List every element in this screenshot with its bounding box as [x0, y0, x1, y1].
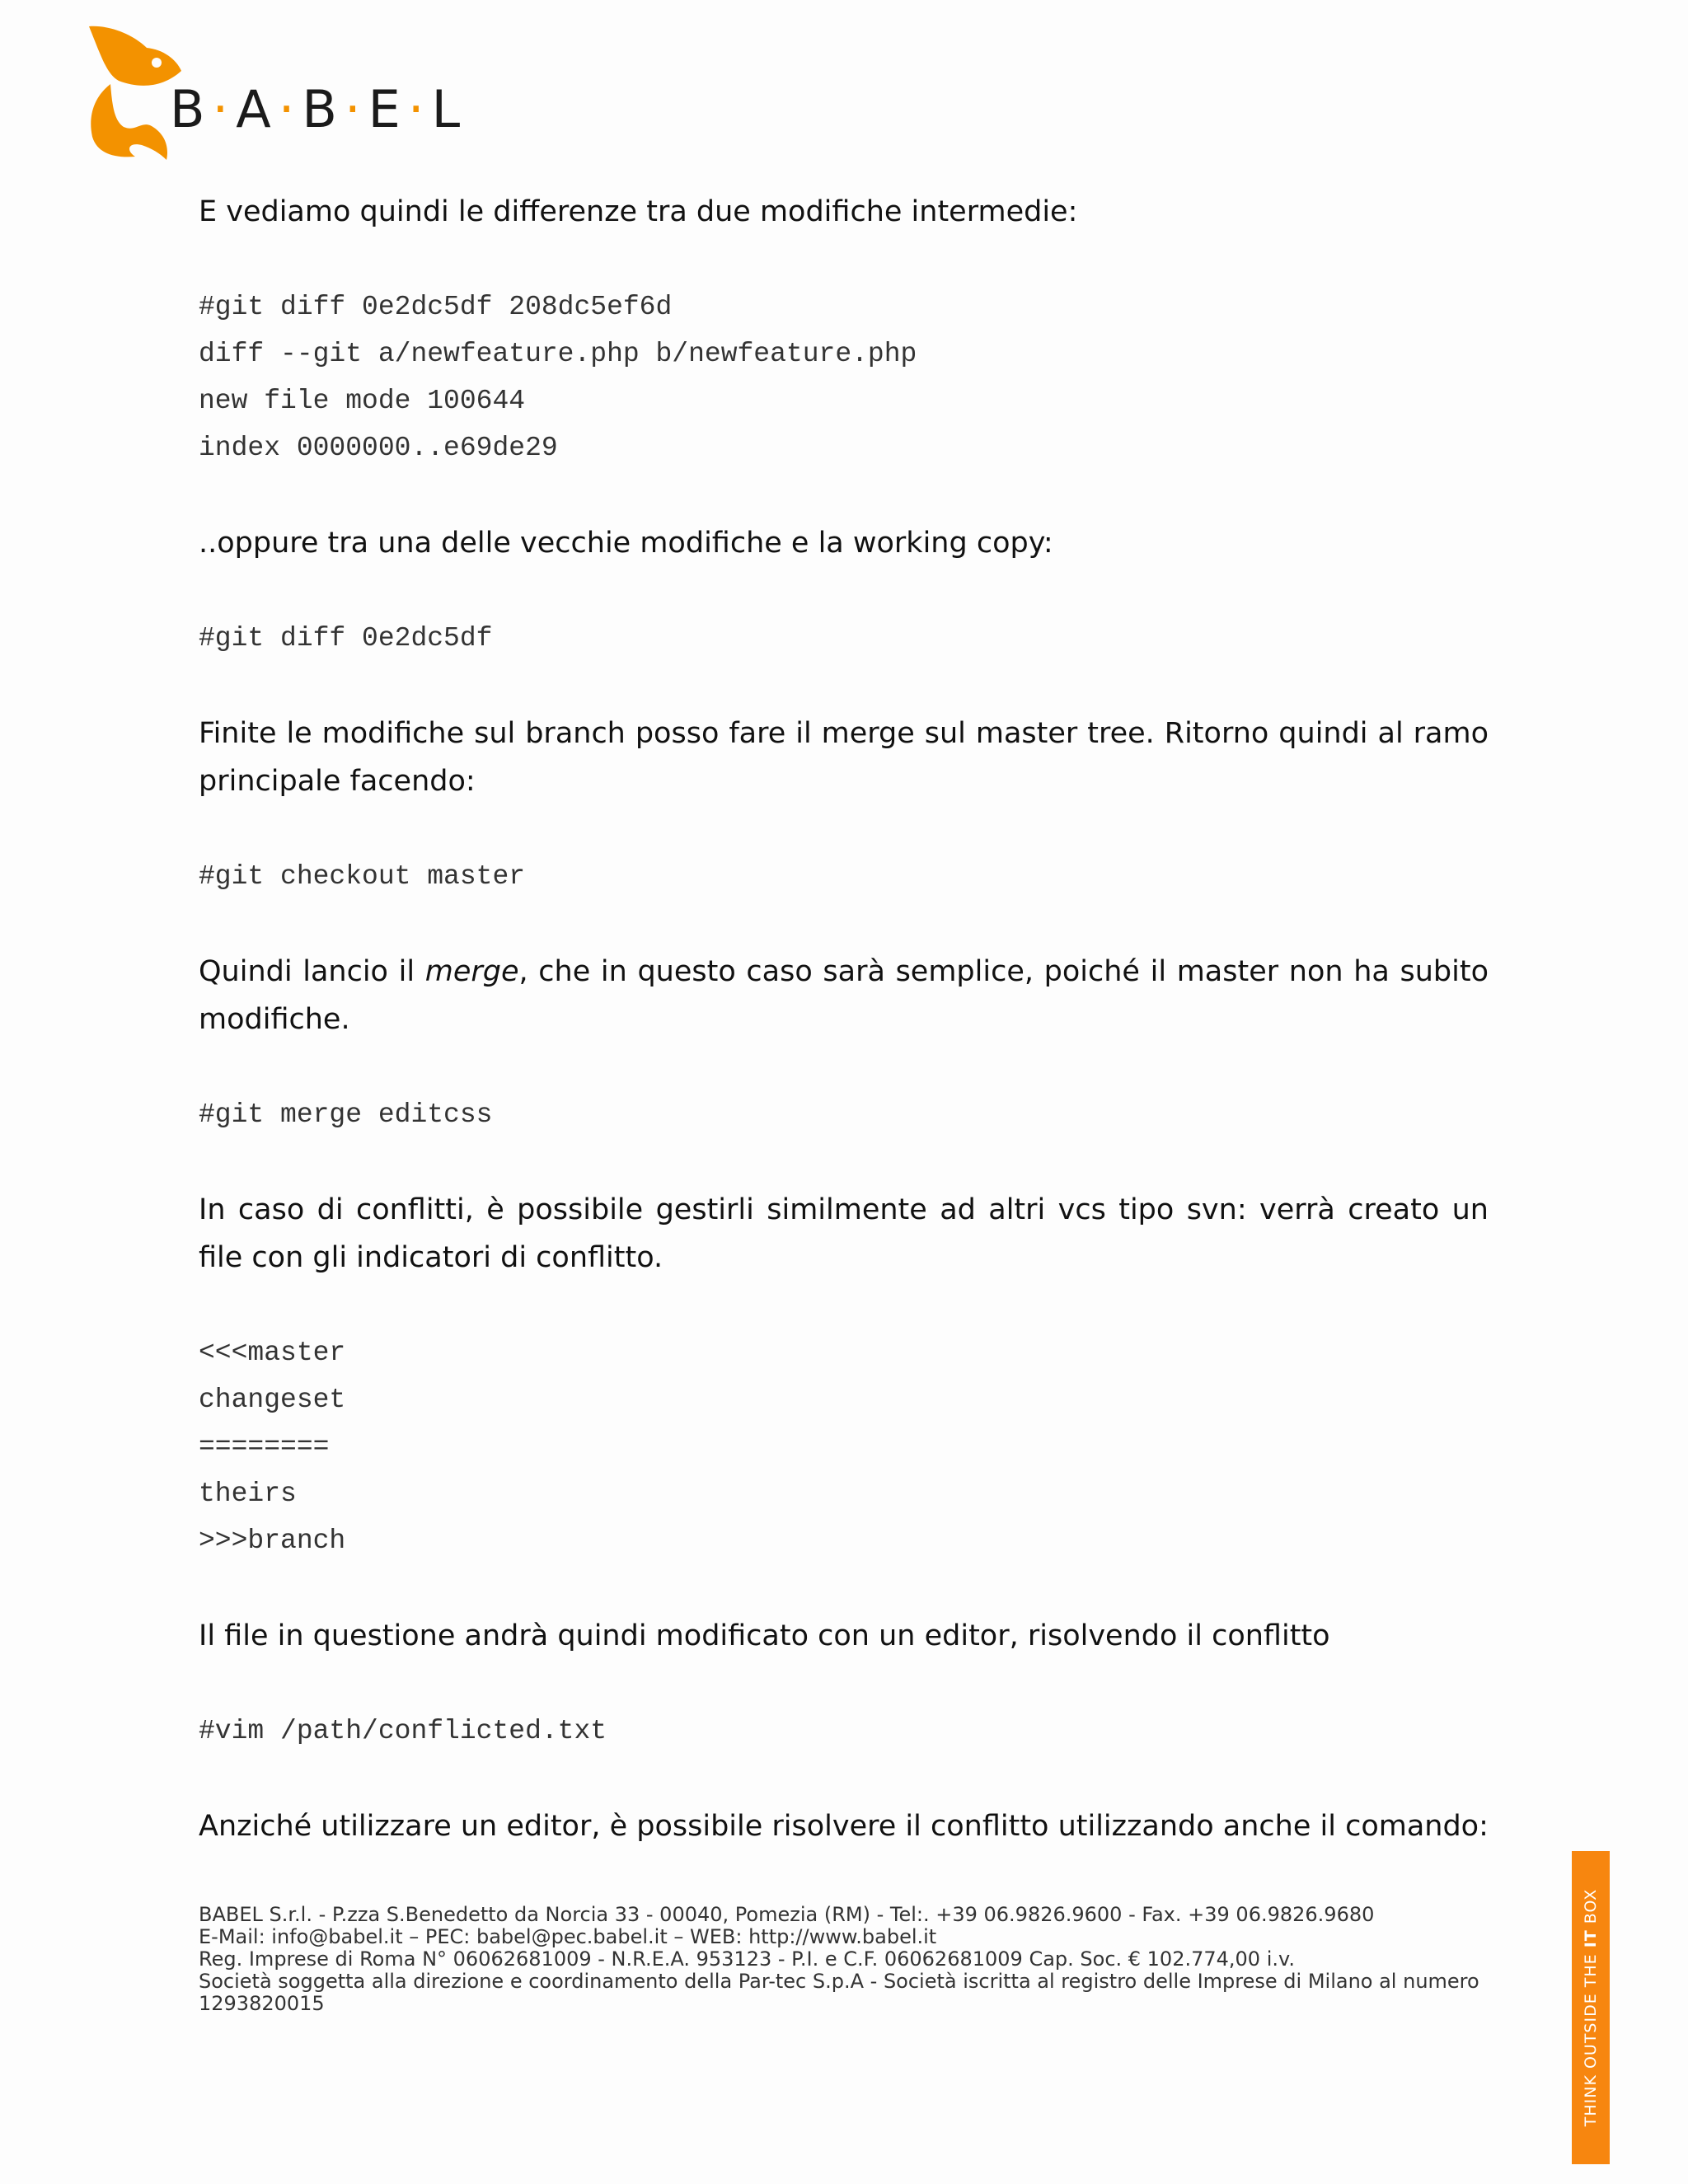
code-line: #git diff 0e2dc5df 208dc5ef6d: [199, 292, 673, 322]
code-line: #git merge editcss: [199, 1099, 493, 1130]
code-block-vim: [199, 1708, 1489, 1755]
code-block-diff-single: [199, 615, 1489, 662]
text-run: , che in questo caso sarà semplice, poiché il master non ha subito modifiche.: [199, 955, 1489, 1036]
brand-wordmark: B·A·B·E·L: [170, 79, 463, 139]
slogan-text: THINK OUTSIDE THE IT BOX: [1582, 1888, 1600, 2127]
document-body: [199, 188, 1489, 1898]
company-footer: [199, 1904, 1484, 2015]
code-line: <<<master: [199, 1338, 346, 1368]
footer-company-note: Società soggetta alla direzione e coordinamento della Par-tec S.p.A - Società iscritta al registro delle Imprese di Milano al numero 1293820015: [199, 1970, 1479, 2015]
paragraph-merge: [199, 948, 1489, 1043]
code-line: #git diff 0e2dc5df: [199, 623, 493, 654]
paragraph-merge-intro: Finite le modifiche sul branch posso fare il merge sul master tree. Ritorno quindi al ramo principale facendo:: [199, 717, 1489, 798]
code-line: ========: [199, 1432, 330, 1462]
footer-registration: Reg. Imprese di Roma N° 06062681009 - N.R.E.A. 953123 - P.I. e C.F. 06062681009 Cap. Soc. € 102.774,00 i.v.: [199, 1947, 1295, 1971]
fish-logo-icon: [71, 21, 186, 162]
paragraph-intro: E vediamo quindi le differenze tra due modifiche intermedie:: [199, 195, 1078, 228]
code-block-checkout: [199, 853, 1489, 900]
code-line: changeset: [199, 1385, 346, 1415]
footer-contacts: E-Mail: info@babel.it – PEC: babel@pec.babel.it – WEB: http://www.babel.it: [199, 1925, 937, 1948]
code-block-merge: [199, 1091, 1489, 1138]
footer-address: BABEL S.r.l. - P.zza S.Benedetto da Norcia 33 - 00040, Pomezia (RM) - Tel:. +39 06.9826.9600 - Fax. +39 06.9826.9680: [199, 1903, 1375, 1926]
code-line: new file mode 100644: [199, 386, 526, 416]
code-line: theirs: [199, 1479, 297, 1509]
slogan-tag: [1572, 1851, 1610, 2164]
paragraph-editor: Il file in questione andrà quindi modificato con un editor, risolvendo il conflitto: [199, 1619, 1330, 1652]
babel-logo: [71, 21, 475, 162]
code-line: diff --git a/newfeature.php b/newfeature.php: [199, 339, 917, 369]
paragraph-working-copy: ..oppure tra una delle vecchie modifiche e la working copy:: [199, 527, 1053, 560]
emphasis-merge: merge: [424, 955, 519, 988]
code-line: >>>branch: [199, 1526, 346, 1556]
code-block-diff: [199, 284, 1489, 471]
paragraph-command: Anziché utilizzare un editor, è possibile risolvere il conflitto utilizzando anche il comando:: [199, 1810, 1489, 1843]
code-block-conflict-markers: [199, 1329, 1489, 1564]
code-line: #vim /path/conflicted.txt: [199, 1716, 607, 1746]
paragraph-conflicts: In caso di conflitti, è possibile gestirli similmente ad altri vcs tipo svn: verrà creato un file con gli indicatori di conflitto.: [199, 1193, 1489, 1274]
text-run: Quindi lancio il: [199, 955, 425, 988]
code-line: index 0000000..e69de29: [199, 433, 558, 463]
code-line: #git checkout master: [199, 861, 526, 892]
